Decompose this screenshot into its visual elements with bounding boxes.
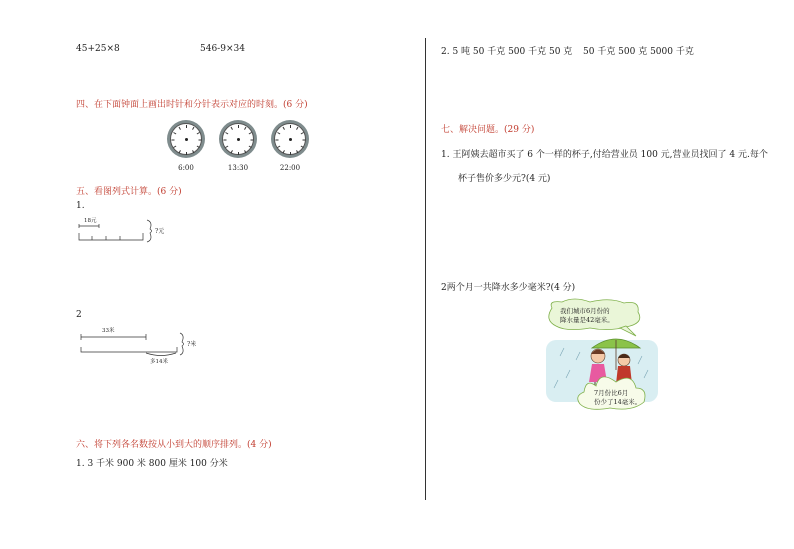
- bubble-2-line-2: 份少了14毫米。: [594, 398, 642, 406]
- section-7-title: 七、解决问题。(29 分): [441, 125, 535, 135]
- section-7-q2: 2两个月一共降水多少毫米?(4 分): [441, 283, 576, 293]
- speech-bubble-1: [560, 307, 614, 325]
- section-7-q1-line2: 杯子售价多少元?(4 元): [458, 174, 551, 184]
- clock-2-time: 13:30: [227, 164, 249, 172]
- clock-3-time: 22:00: [279, 164, 301, 172]
- section-6-items: 1. 3 千米 900 米 800 厘米 100 分米: [76, 459, 228, 469]
- expression-2: 546-9×34: [200, 44, 245, 54]
- q2-top-label: 33米: [102, 328, 115, 334]
- item-2-part-b: 50 千克 500 克 5000 千克: [583, 47, 694, 57]
- q1-top-label: 18元: [84, 218, 97, 224]
- item-2-part-a: 2. 5 吨 50 千克 500 千克 50 克: [441, 47, 573, 57]
- speech-bubble-2: [594, 389, 641, 407]
- q2-side-label: ?米: [187, 341, 197, 348]
- q2-number: 2: [76, 310, 82, 320]
- bubble-1-line-1: 我们城市6月份的: [560, 307, 610, 315]
- expression-1: 45+25×8: [76, 44, 120, 54]
- section-7-q1-line1: 1. 王阿姨去超市买了 6 个一样的杯子,付给营业员 100 元,营业员找回了 4 元.每个: [441, 150, 768, 160]
- bubble-1-line-2: 降水量是42毫米。: [560, 316, 614, 324]
- section-4-title: 四、在下面钟面上画出时针和分针表示对应的时刻。(6 分): [76, 100, 308, 110]
- bubble-2-line-1: 7月份比6月: [594, 389, 629, 397]
- section-5-title: 五、看图列式计算。(6 分): [76, 187, 182, 197]
- q2-bottom-label: 多14米: [150, 359, 168, 365]
- q1-number: 1.: [76, 201, 85, 211]
- clock-1-time: 6:00: [178, 164, 194, 172]
- q1-side-label: ?元: [155, 228, 165, 235]
- column-divider: [425, 38, 426, 500]
- section-6-title: 六、将下列各名数按从小到大的顺序排列。(4 分): [76, 440, 272, 450]
